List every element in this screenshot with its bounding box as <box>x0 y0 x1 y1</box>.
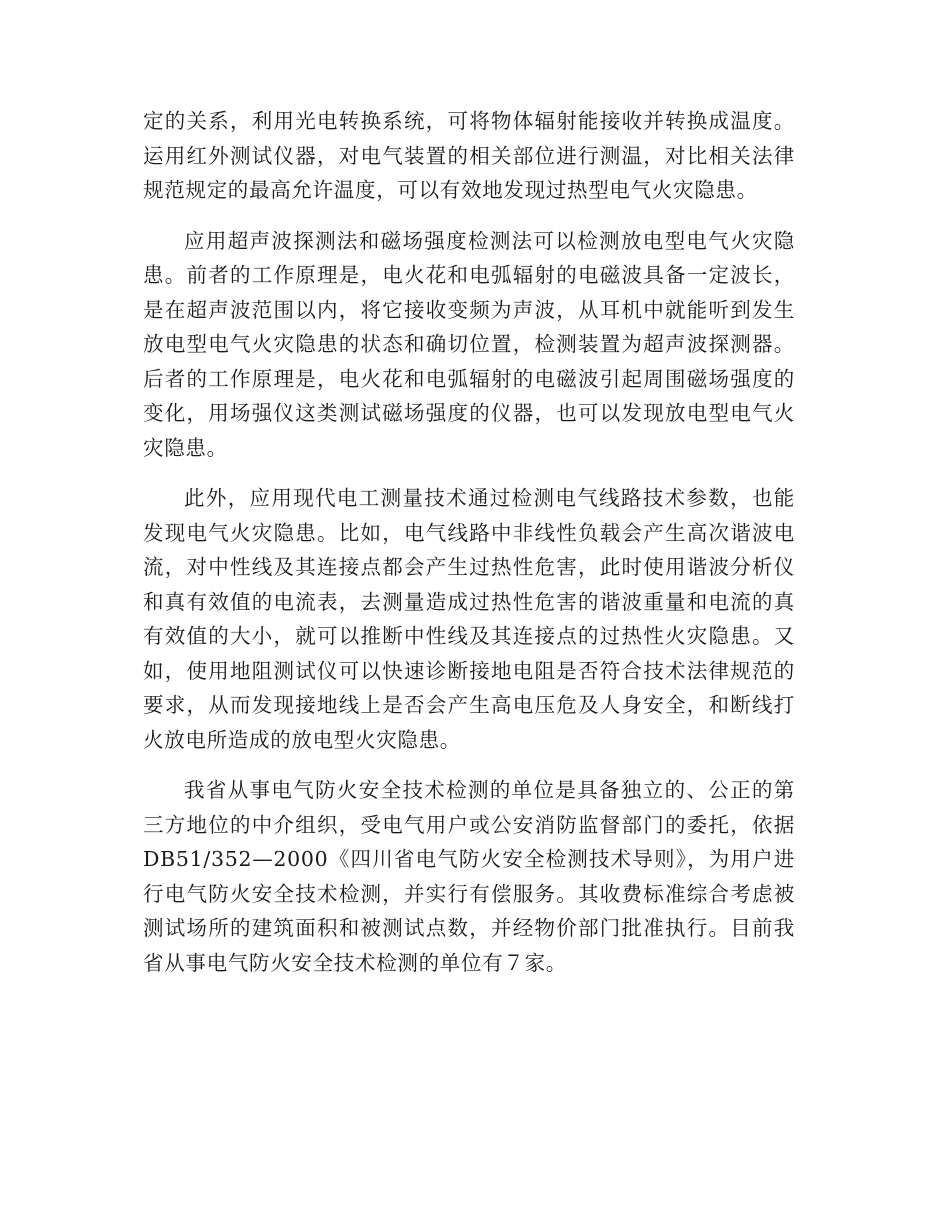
paragraph-ultrasonic-magnetic: 应用超声波探测法和磁场强度检测法可以检测放电型电气火灾隐患。前者的工作原理是，电火花和电弧辐射的电磁波具备一定波长，是在超声波范围以内，将它接收变频为声波，从耳机中就能听到发生放电型电气火灾隐患的状态和确切位置，检测装置为超声波探测器。后者的工作原理是，电火花和电弧辐射的电磁波引起周围磁场强度的变化，用场强仪这类测试磁场强度的仪器，也可以发现放电型电气火灾隐患。 <box>143 228 795 460</box>
paragraph-testing-organizations: 我省从事电气防火安全技术检测的单位是具备独立的、公正的第三方地位的中介组织，受电气用户或公安消防监督部门的委托，依据DB51/352—2000《四川省电气防火安全检测技术导则》，为用户进行电气防火安全技术检测，并实行有偿服务。其收费标准综合考虑被测试场所的建筑面积和被测试点数，并经物价部门批准执行。目前我省从事电气防火安全技术检测的单位有７家。 <box>143 778 795 975</box>
document-body <box>143 104 795 996</box>
paragraph-continuation: 定的关系，利用光电转换系统，可将物体辐射能接收并转换成温度。运用红外测试仪器，对电气装置的相关部位进行测温，对比相关法律规范规定的最高允许温度，可以有效地发现过热型电气火灾隐患。 <box>143 109 795 202</box>
paragraph-electrical-measurement: 此外，应用现代电工测量技术通过检测电气线路技术参数，也能发现电气火灾隐患。比如，电气线路中非线性负载会产生高次谐波电流，对中性线及其连接点都会产生过热性危害，此时使用谐波分析仪和真有效值的电流表，去测量造成过热性危害的谐波重量和电流的真有效值的大小，就可以推断中性线及其连接点的过热性火灾隐患。又如，使用地阻测试仪可以快速诊断接地电阻是否符合技术法律规范的要求，从而发现接地线上是否会产生高电压危及人身安全，和断线打火放电所造成的放电型火灾隐患。 <box>143 486 795 752</box>
